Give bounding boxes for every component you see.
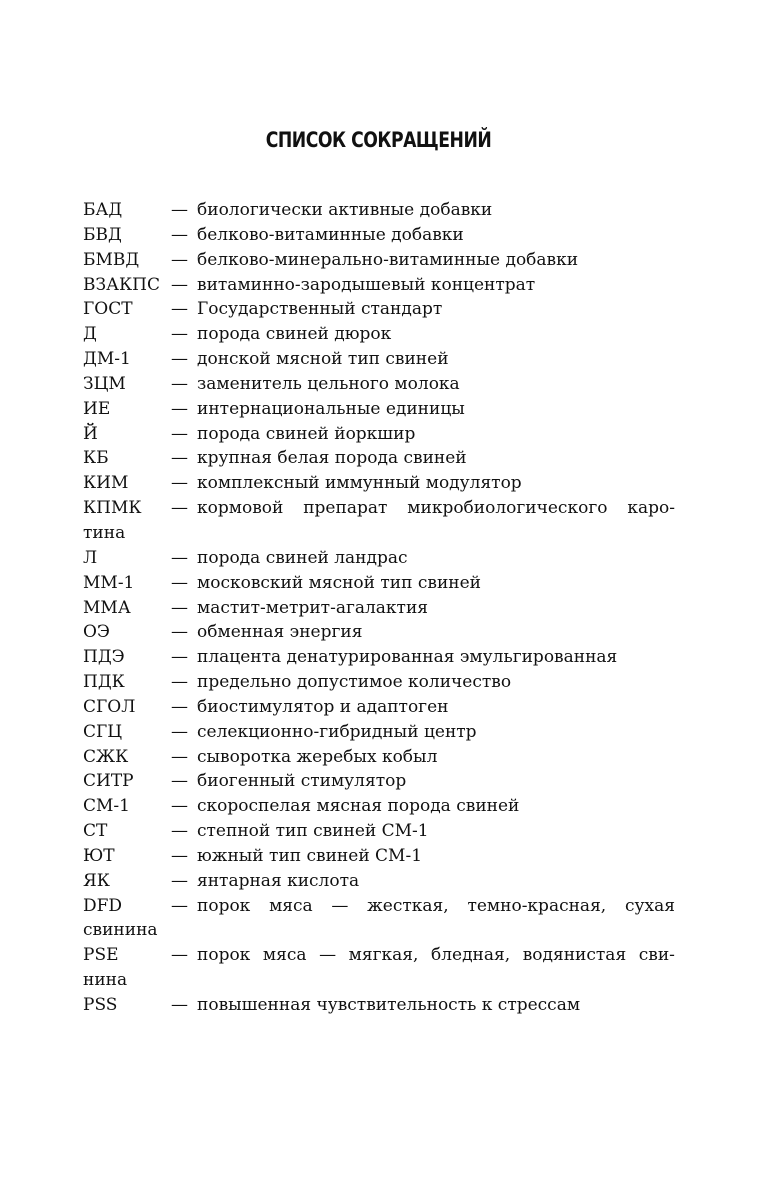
abbreviation-entry — [83, 248, 675, 273]
definition-word: бледная, — [430, 945, 511, 966]
abbreviation-definition: сыворотка жеребых кобыл — [197, 746, 438, 767]
abbreviation-term: ПДЭ — [83, 647, 125, 668]
entry-dash: — — [171, 249, 188, 270]
entry-dash: — — [171, 771, 188, 792]
entry-dash: — — [171, 845, 188, 866]
abbreviation-term: СМ-1 — [83, 796, 130, 817]
abbreviation-entry — [83, 273, 675, 298]
entry-dash: — — [171, 895, 188, 916]
definition-word: — — [331, 895, 349, 916]
abbreviation-entry — [83, 223, 675, 248]
abbreviation-definition: заменитель цельного молока — [197, 373, 460, 394]
definition-word: жесткая, — [367, 895, 449, 916]
definition-continuation: свинина — [83, 920, 158, 941]
entry-dash: — — [171, 423, 188, 444]
definition-word: мяса — [262, 945, 307, 966]
abbreviation-entry — [83, 198, 675, 223]
abbreviation-term: PSE — [83, 945, 119, 966]
definition-word: препарат — [303, 498, 388, 519]
abbreviation-definition: белково-минерально-витаминные добавки — [197, 249, 579, 270]
abbreviation-entry — [83, 496, 675, 521]
abbreviation-term: СТ — [83, 821, 108, 842]
abbreviation-term: PSS — [83, 995, 118, 1015]
entry-dash: — — [171, 622, 188, 643]
entry-dash: — — [171, 821, 188, 842]
abbreviation-entry — [83, 322, 675, 347]
abbreviation-definition: донской мясной тип свиней — [197, 349, 449, 370]
entry-dash: — — [171, 746, 188, 767]
entry-dash: — — [171, 672, 188, 693]
definition-continuation: тина — [83, 522, 126, 543]
definition-word: темно-красная, — [467, 895, 607, 916]
abbreviation-definition: крупная белая порода свиней — [197, 448, 467, 469]
abbreviation-term: Й — [83, 423, 98, 444]
abbreviation-definition — [197, 496, 675, 521]
abbreviation-term: ЯК — [83, 870, 110, 891]
abbreviation-term: Л — [83, 547, 98, 568]
abbreviation-definition — [197, 894, 675, 919]
abbreviation-definition: повышенная чувствительность к стрессам — [197, 995, 581, 1015]
entry-dash: — — [171, 547, 188, 568]
abbreviation-entry — [83, 745, 675, 770]
entry-dash: — — [171, 945, 188, 966]
abbreviation-term: ММ-1 — [83, 572, 135, 593]
page-title: СПИСОК СОКРАЩЕНИЙ — [265, 128, 492, 152]
entry-dash: — — [171, 995, 188, 1015]
abbreviation-definition: скороспелая мясная порода свиней — [197, 796, 520, 817]
abbreviation-list — [83, 198, 675, 1018]
abbreviation-entry — [83, 695, 675, 720]
abbreviation-term: БМВД — [83, 249, 140, 270]
definition-word: сви- — [638, 945, 675, 966]
abbreviation-term: ДМ-1 — [83, 349, 131, 370]
definition-word: кормовой — [197, 498, 284, 519]
abbreviation-entry — [83, 645, 675, 670]
abbreviation-definition: южный тип свиней СМ-1 — [197, 845, 423, 866]
entry-dash: — — [171, 274, 188, 295]
definition-word: мяса — [269, 895, 313, 916]
abbreviation-term: КБ — [83, 448, 109, 469]
abbreviation-entry — [83, 819, 675, 844]
abbreviation-definition: предельно допустимое количество — [197, 672, 512, 693]
entry-dash: — — [171, 572, 188, 593]
abbreviation-definition: селекционно-гибридный центр — [197, 721, 477, 742]
abbreviation-entry — [83, 794, 675, 819]
abbreviation-definition: витаминно-зародышевый концентрат — [197, 274, 536, 295]
entry-dash: — — [171, 597, 188, 618]
abbreviation-entry — [83, 943, 675, 968]
abbreviation-definition: интернациональные единицы — [197, 398, 465, 419]
abbreviation-term: СГОЛ — [83, 696, 136, 717]
abbreviation-term: ОЭ — [83, 622, 110, 643]
abbreviation-term: КИМ — [83, 473, 129, 494]
abbreviation-entry — [83, 471, 675, 496]
entry-dash: — — [171, 473, 188, 494]
abbreviation-term: СГЦ — [83, 721, 123, 742]
abbreviation-definition: порода свиней йоркшир — [197, 423, 416, 444]
definition-word: — — [319, 945, 337, 966]
definition-continuation: нина — [83, 970, 128, 991]
entry-dash: — — [171, 200, 188, 220]
abbreviation-definition: мастит-метрит-агалактия — [197, 597, 429, 618]
entry-dash: — — [171, 721, 188, 742]
abbreviation-term: DFD — [83, 895, 123, 916]
abbreviation-definition: биостимулятор и адаптоген — [197, 696, 449, 717]
abbreviation-definition: порода свиней ландрас — [197, 547, 408, 568]
entry-dash: — — [171, 324, 188, 345]
abbreviation-term: Д — [83, 324, 97, 345]
abbreviation-definition: Государственный стандарт — [197, 299, 443, 320]
definition-word: микробиологического — [407, 498, 608, 519]
abbreviation-term: ВЗАКПС — [83, 274, 160, 295]
abbreviation-entry — [83, 720, 675, 745]
abbreviation-entry — [83, 844, 675, 869]
definition-word: порок — [197, 895, 251, 916]
abbreviation-term: ЮТ — [83, 845, 115, 866]
abbreviation-definition: московский мясной тип свиней — [197, 572, 482, 593]
entry-dash: — — [171, 696, 188, 717]
abbreviation-term: КПМК — [83, 498, 142, 519]
abbreviation-entry — [83, 596, 675, 621]
abbreviation-entry — [83, 446, 675, 471]
abbreviation-term: ММА — [83, 597, 131, 618]
abbreviation-term: СИТР — [83, 771, 134, 792]
abbreviation-term: ИЕ — [83, 398, 111, 419]
abbreviation-entry — [83, 546, 675, 571]
abbreviation-entry — [83, 869, 675, 894]
abbreviation-definition: белково-витаминные добавки — [197, 224, 464, 245]
abbreviation-term: БВД — [83, 224, 122, 245]
abbreviation-entry-continuation — [83, 521, 675, 546]
abbreviation-entry — [83, 993, 675, 1018]
abbreviation-entry — [83, 397, 675, 422]
abbreviation-entry — [83, 894, 675, 919]
entry-dash: — — [171, 870, 188, 891]
abbreviation-definition: биогенный стимулятор — [197, 771, 407, 792]
entry-dash: — — [171, 796, 188, 817]
entry-dash: — — [171, 448, 188, 469]
abbreviation-entry — [83, 347, 675, 372]
abbreviation-definition: степной тип свиней СМ-1 — [197, 821, 429, 842]
abbreviation-term: ГОСТ — [83, 299, 133, 320]
definition-word: каро- — [627, 498, 675, 519]
abbreviation-term: СЖК — [83, 746, 129, 767]
definition-word: мягкая, — [348, 945, 419, 966]
abbreviation-entry — [83, 372, 675, 397]
abbreviation-entry — [83, 571, 675, 596]
abbreviation-term: ПДК — [83, 672, 125, 693]
abbreviation-entry — [83, 620, 675, 645]
abbreviation-entry-continuation — [83, 918, 675, 943]
definition-word: водянистая — [522, 945, 627, 966]
abbreviation-definition: янтарная кислота — [197, 870, 360, 891]
entry-dash: — — [171, 299, 188, 320]
abbreviation-definition: биологически активные добавки — [197, 200, 493, 220]
definition-word: сухая — [624, 895, 675, 916]
abbreviation-term: ЗЦМ — [83, 373, 126, 394]
entry-dash: — — [171, 224, 188, 245]
abbreviation-definition: порода свиней дюрок — [197, 324, 392, 345]
entry-dash: — — [171, 373, 188, 394]
abbreviation-term: БАД — [83, 200, 123, 220]
abbreviation-entry — [83, 297, 675, 322]
entry-dash: — — [171, 647, 188, 668]
definition-word: порок — [197, 945, 251, 966]
entry-dash: — — [171, 349, 188, 370]
abbreviation-definition: обменная энергия — [197, 622, 363, 643]
abbreviation-entry — [83, 769, 675, 794]
abbreviation-entry-continuation — [83, 968, 675, 993]
entry-dash: — — [171, 498, 188, 519]
abbreviation-entry — [83, 670, 675, 695]
abbreviation-definition — [197, 943, 675, 968]
abbreviation-entry — [83, 422, 675, 447]
abbreviation-definition: комплексный иммунный модулятор — [197, 473, 522, 494]
abbreviation-definition: плацента денатурированная эмульгированная — [197, 647, 618, 668]
entry-dash: — — [171, 398, 188, 419]
